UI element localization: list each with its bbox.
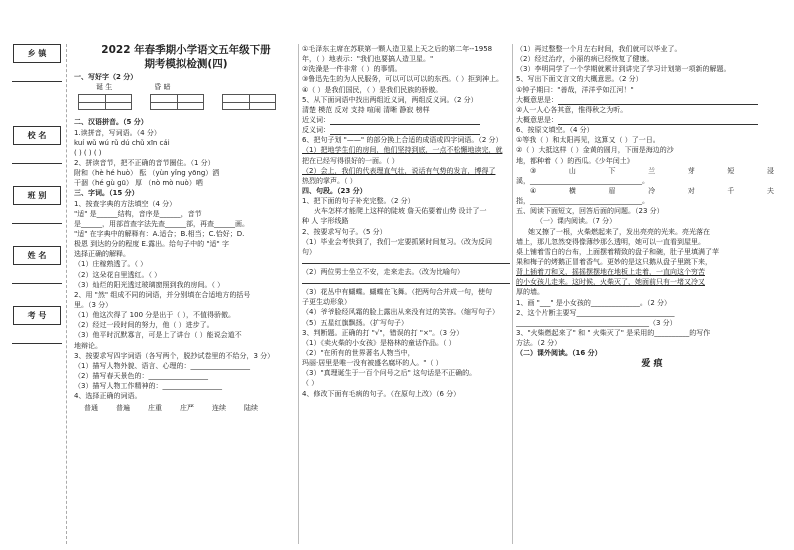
question-text: 年，（ ）地表示："我们也要搞人造卫星。" <box>302 55 434 64</box>
question-text: 1、按查字典的方法填空（4 分） <box>74 199 177 208</box>
question-text: ③鲁迅先生的为人民服务，可以可以可以的东西。（ ）拒到神上。 <box>302 75 503 84</box>
passage-line: 桌上铺着雪白的台布，上面摆着精致的盘子和碗，肚子里填满了苹 <box>516 247 719 256</box>
question-text: 干涸（hé gù gū） 厚 （nò mò nuò）哂 <box>74 179 203 188</box>
answer-line[interactable] <box>302 257 510 264</box>
fill-line-exam-no[interactable] <box>12 343 62 344</box>
question-text: （1）他这次得了 100 分是出于（ ），不值得骄傲。 <box>74 311 235 320</box>
poem-char: 千 <box>727 186 735 195</box>
poem-char: 山 <box>568 166 576 175</box>
question-text: （2）会上，我们的代表理直气壮，说话有气势的发言，博得了 <box>302 166 496 175</box>
question-text: 1、画 "___" 是小女孩的______________。（2 分） <box>516 298 672 307</box>
question-text: 子更生动形象） <box>302 298 351 307</box>
question-text: 极恩 到达的分的程度 E.露出。给句子中的 "适" 字 <box>74 240 229 249</box>
pinyin-line: kuí wǔ wú rǔ dú chǔ xīn cái <box>74 138 170 147</box>
passage-line: 果和梅子的烤鹅正冒着香气。更妙的是这只鹅从盘子里跳下来， <box>516 257 712 266</box>
question-text: 地辩论。 <box>74 341 102 350</box>
fill-line-township[interactable] <box>12 81 62 82</box>
question-text: 里。（3 分） <box>74 300 113 309</box>
question-text: （3）灿烂的阳光透过玻璃窗照到我的房间。（ ） <box>74 280 225 289</box>
question-text: （2）经过治疗，小丽的病已经恢复了健康。 <box>516 55 654 64</box>
question-text: 附和（hè hé huò） 酝 （yùn yǐng yōng）洒 <box>74 169 220 178</box>
question-text: 4、选择正确的词语。 <box>74 392 142 401</box>
column-1 <box>74 72 296 544</box>
fill-line-class[interactable] <box>12 223 62 224</box>
word-choice: 连续 <box>212 404 226 413</box>
question-text: （ ） <box>302 379 319 388</box>
passage-line: 她又擦了一根，火柴燃起来了，发出亮亮的光来。亮光落在 <box>528 227 710 236</box>
question-text: ②（ ）大抵这样（ ）金黄的圆月，下面是海边的沙 <box>516 146 674 155</box>
title-line-1: 2022 年春季期小学语文五年级下册 <box>101 44 271 56</box>
label-class: 班 别 <box>13 186 61 205</box>
question-text: （1）再过整整一个月左右时间，我们就可以毕业了。 <box>516 45 682 53</box>
question-text: "适" 是______结构，音序是______，音节 <box>74 209 202 218</box>
question-text: （3）李明同学了一个学期就累计到讲完了学习计划第一项新的解题。 <box>516 65 731 74</box>
blank[interactable] <box>330 116 480 125</box>
answer-line[interactable] <box>302 115 510 125</box>
question-text: 火车怎样才能爬上这样的陡坡 詹天佑要着山势 设计了一 <box>314 207 487 216</box>
word-label: 昏 暗 <box>154 83 171 92</box>
title-line-2: 期考模拟检测(四) <box>144 57 228 70</box>
label: 近义词： <box>302 115 330 124</box>
poem-char: ④ <box>530 186 537 195</box>
section-heading: 三、字词。（15 分） <box>74 189 139 198</box>
question-text: 3、按要求写四字词语（各写两个，脱抄试卷里的不给分，3 分） <box>74 351 275 360</box>
sub-heading: （一）课内阅读。（7 分） <box>536 217 617 226</box>
label-exam-no: 考 号 <box>13 306 61 325</box>
question-text: 清楚 模范 反对 支持 喧闹 清晰 静寂 榜样 <box>302 105 430 114</box>
question-text: 选择正确的解释。 <box>74 250 130 259</box>
answer-line[interactable] <box>516 115 788 125</box>
question-text: 方法。（2 分） <box>516 339 562 348</box>
section-heading: 二、汉语拼音。（5 分） <box>74 118 148 127</box>
question-text[interactable]: 溪，________________________________。 <box>516 176 649 185</box>
question-text: ④（ ）是我们国民，（ ）是我们民族的骄傲。 <box>302 85 443 94</box>
question-text: 种 人 字形线路 <box>302 217 349 226</box>
question-text: ①钟子期曰："善哉，洋洋乎如江河！" <box>516 85 634 94</box>
question-text: 2、这个片断主要写____________________________ <box>516 308 675 317</box>
answer-blanks[interactable]: ( ) ( ) ( ) <box>74 148 102 157</box>
question-text: （1）毕业会考快到了，我们一定要抓紧时间复习。（改为反问 <box>302 237 492 246</box>
question-text: （1）把地学生们的房间，他们坚持到底，一点不松懈地读完，就 <box>302 146 503 155</box>
question-text: 地，都种着（ ）的西瓜。《少年闰土》 <box>516 156 634 165</box>
label-township: 乡 镇 <box>13 44 61 63</box>
question-text: 把在已经写得很好的一面。（ ） <box>302 156 399 165</box>
question-text: 3、判断题。正确的打 "√"，错误的打 "×"。（3 分） <box>302 328 464 337</box>
question-text: 玛丽·居里是唯一没有被盛名腐坏的人。"（ ） <box>302 359 443 368</box>
question-text: "适" 在字典中的解释有：A.适合；B.相当；C.恰好；D. <box>74 229 245 238</box>
section-heading: 一、写好字（2 分） <box>74 73 138 81</box>
word-choices <box>74 403 296 413</box>
writing-grid[interactable] <box>222 94 276 110</box>
question-text: 热烈的掌声。（ ） <box>302 176 357 185</box>
question-text: （2）这朵花自里透红。（ ） <box>74 270 162 279</box>
column-2 <box>302 44 510 544</box>
question-text: （3）描写人物工作精神的：_________________ <box>74 382 222 391</box>
question-text: 1.读拼音，写词语。（4 分） <box>74 128 161 137</box>
question-text: （3）他平时沉默寡言，可是上了讲台（ ）能说会道不 <box>74 331 242 340</box>
blank[interactable] <box>330 126 480 135</box>
question-text: 2、按要求写句子。（5 分） <box>302 227 387 236</box>
question-text: 5、写出下面文言文的大概意思。（2 分） <box>516 75 643 84</box>
section-heading: 四、句段。（23 分） <box>302 186 367 195</box>
fill-line-school[interactable] <box>12 163 62 164</box>
fill-line-name[interactable] <box>12 283 62 284</box>
word-choice: 庄严 <box>180 404 194 413</box>
question-text: 4、修改下面有毛病的句子。（在原句上改）（6 分） <box>302 389 461 398</box>
poem-char: 夫 <box>766 186 774 195</box>
handwriting-grid-row <box>78 94 296 113</box>
writing-grid[interactable] <box>78 94 132 110</box>
question-text: （3）花丛中有蝴蝶。蝴蝶在飞舞。（把两句合并成一句，使句 <box>302 288 492 297</box>
question-text: （2）经过一段时间的努力，他（ ）进步了。 <box>74 321 214 330</box>
question-text: 2、拼读音节，把不正确的音节圈住。（1 分） <box>74 158 215 167</box>
word-choice: 陆续 <box>244 404 258 413</box>
word-label: 诞 生 <box>96 83 113 92</box>
poem-char: 眉 <box>608 186 616 195</box>
writing-grid[interactable] <box>150 94 204 110</box>
binding-column <box>8 44 67 544</box>
poem-char: 对 <box>687 186 695 195</box>
label-name: 姓 名 <box>13 246 61 265</box>
poem-char: 短 <box>727 166 735 175</box>
poem-line <box>516 186 788 196</box>
question-text[interactable]: 指，________________________________。 <box>516 197 649 206</box>
label: 大概意思是： <box>516 115 558 124</box>
answer-line[interactable] <box>302 277 510 284</box>
question-text: 句） <box>302 247 316 256</box>
question-text: （2）描写春天景色的：_________________ <box>74 371 208 380</box>
question-text: （1）描写人物外貌、语言、心理的：_________________ <box>74 361 250 370</box>
question-text: ②洗澡是一件非常（ ）的事情。 <box>302 65 402 74</box>
answer-line[interactable] <box>516 95 788 105</box>
question-text: ①等我（ ）和太阳再见，这算又（ ）了一日。 <box>516 136 660 145</box>
blank[interactable] <box>558 96 758 105</box>
question-text: 6、按原文填空。（4 分） <box>516 126 594 135</box>
question-text: 1、把下面的句子补充完整。（2 分） <box>302 197 415 206</box>
question-text: 是______，用部首查字法先查______部，再查______画。 <box>74 219 249 228</box>
question-text: 2、用 "然" 组成不同的词语，并分别填在合适地方的括号 <box>74 290 251 299</box>
question-text: ______________________________________（3 分） <box>516 318 677 327</box>
question-text: （4）爷爷脸经风霜的脸上露出从来没有过的笑容。（缩写句子） <box>302 308 499 317</box>
question-text: （2）两位男士坐立不安，走来走去。（改为比喻句） <box>302 267 464 276</box>
question-text: （3）"真理诞生于一百个问号之后" 这句话是不正确的。 <box>302 369 477 378</box>
question-text: 3、"火柴燃起来了" 和 " 火柴灭了" 是采用的__________的写作 <box>516 328 711 337</box>
question-text: （5）五星红旗飘扬。（扩写句子） <box>302 318 408 327</box>
question-text: （2）"在所有的世界著名人物当中， <box>302 348 415 357</box>
label: 大概意思是： <box>516 95 558 104</box>
question-text: （1）庄稼熟透了。（ ） <box>74 260 148 269</box>
word-choice: 普通 <box>84 404 98 413</box>
sub-heading: （二）课外阅读。（16 分） <box>516 349 602 358</box>
question-text: 5、从下面词语中找出两组近义词，两组反义词。（2 分） <box>302 95 478 104</box>
passage-title: 爱 痕 <box>641 359 663 370</box>
poem-char: 下 <box>608 166 616 175</box>
answer-line[interactable] <box>302 125 510 135</box>
passage-line: 的小女孩儿走来。这时候，火柴灭了，她面前只有一堵又冷又 <box>516 278 705 287</box>
poem-char: 横 <box>568 186 576 195</box>
passage-line: 背上插着刀和叉，摇摇摆摆地在地板上走着，一直向这个穷苦 <box>516 268 705 277</box>
handwriting-words <box>74 82 296 92</box>
passage-line: 厚的墙。 <box>516 288 544 297</box>
blank[interactable] <box>558 116 758 125</box>
column-3 <box>516 44 788 544</box>
poem-char: ③ <box>530 166 537 175</box>
column-divider <box>298 44 299 544</box>
exam-title <box>78 44 294 71</box>
question-text: 6、把句子划 "——" 的部分换上合适的成语或四字词语。（2 分） <box>302 136 503 145</box>
question-text: ②人一人心各其意，惟得秋之为听。 <box>516 105 628 114</box>
question-text: （1）《卖火柴的小女孩》是格林的童话作品。（ ） <box>302 338 456 347</box>
passage-line: 墙上，那儿忽然变得像薄纱那么透明，她可以一直看到屋里。 <box>516 237 705 246</box>
poem-char: 浸 <box>766 166 774 175</box>
column-divider <box>512 44 513 544</box>
question-text: ①毛泽东主席在苏联第一颗人造卫星上天之后的第二年--1958 <box>302 45 493 53</box>
poem-char: 芽 <box>687 166 695 175</box>
word-choice: 普遍 <box>116 404 130 413</box>
poem-char: 兰 <box>648 166 656 175</box>
section-heading: 五、阅读下面短文，回答后面的问题。（23 分） <box>516 207 664 216</box>
label: 反义词： <box>302 126 330 135</box>
label-school: 校 名 <box>13 126 61 145</box>
poem-char: 冷 <box>648 186 656 195</box>
word-choice: 庄重 <box>148 404 162 413</box>
poem-line <box>516 166 788 176</box>
